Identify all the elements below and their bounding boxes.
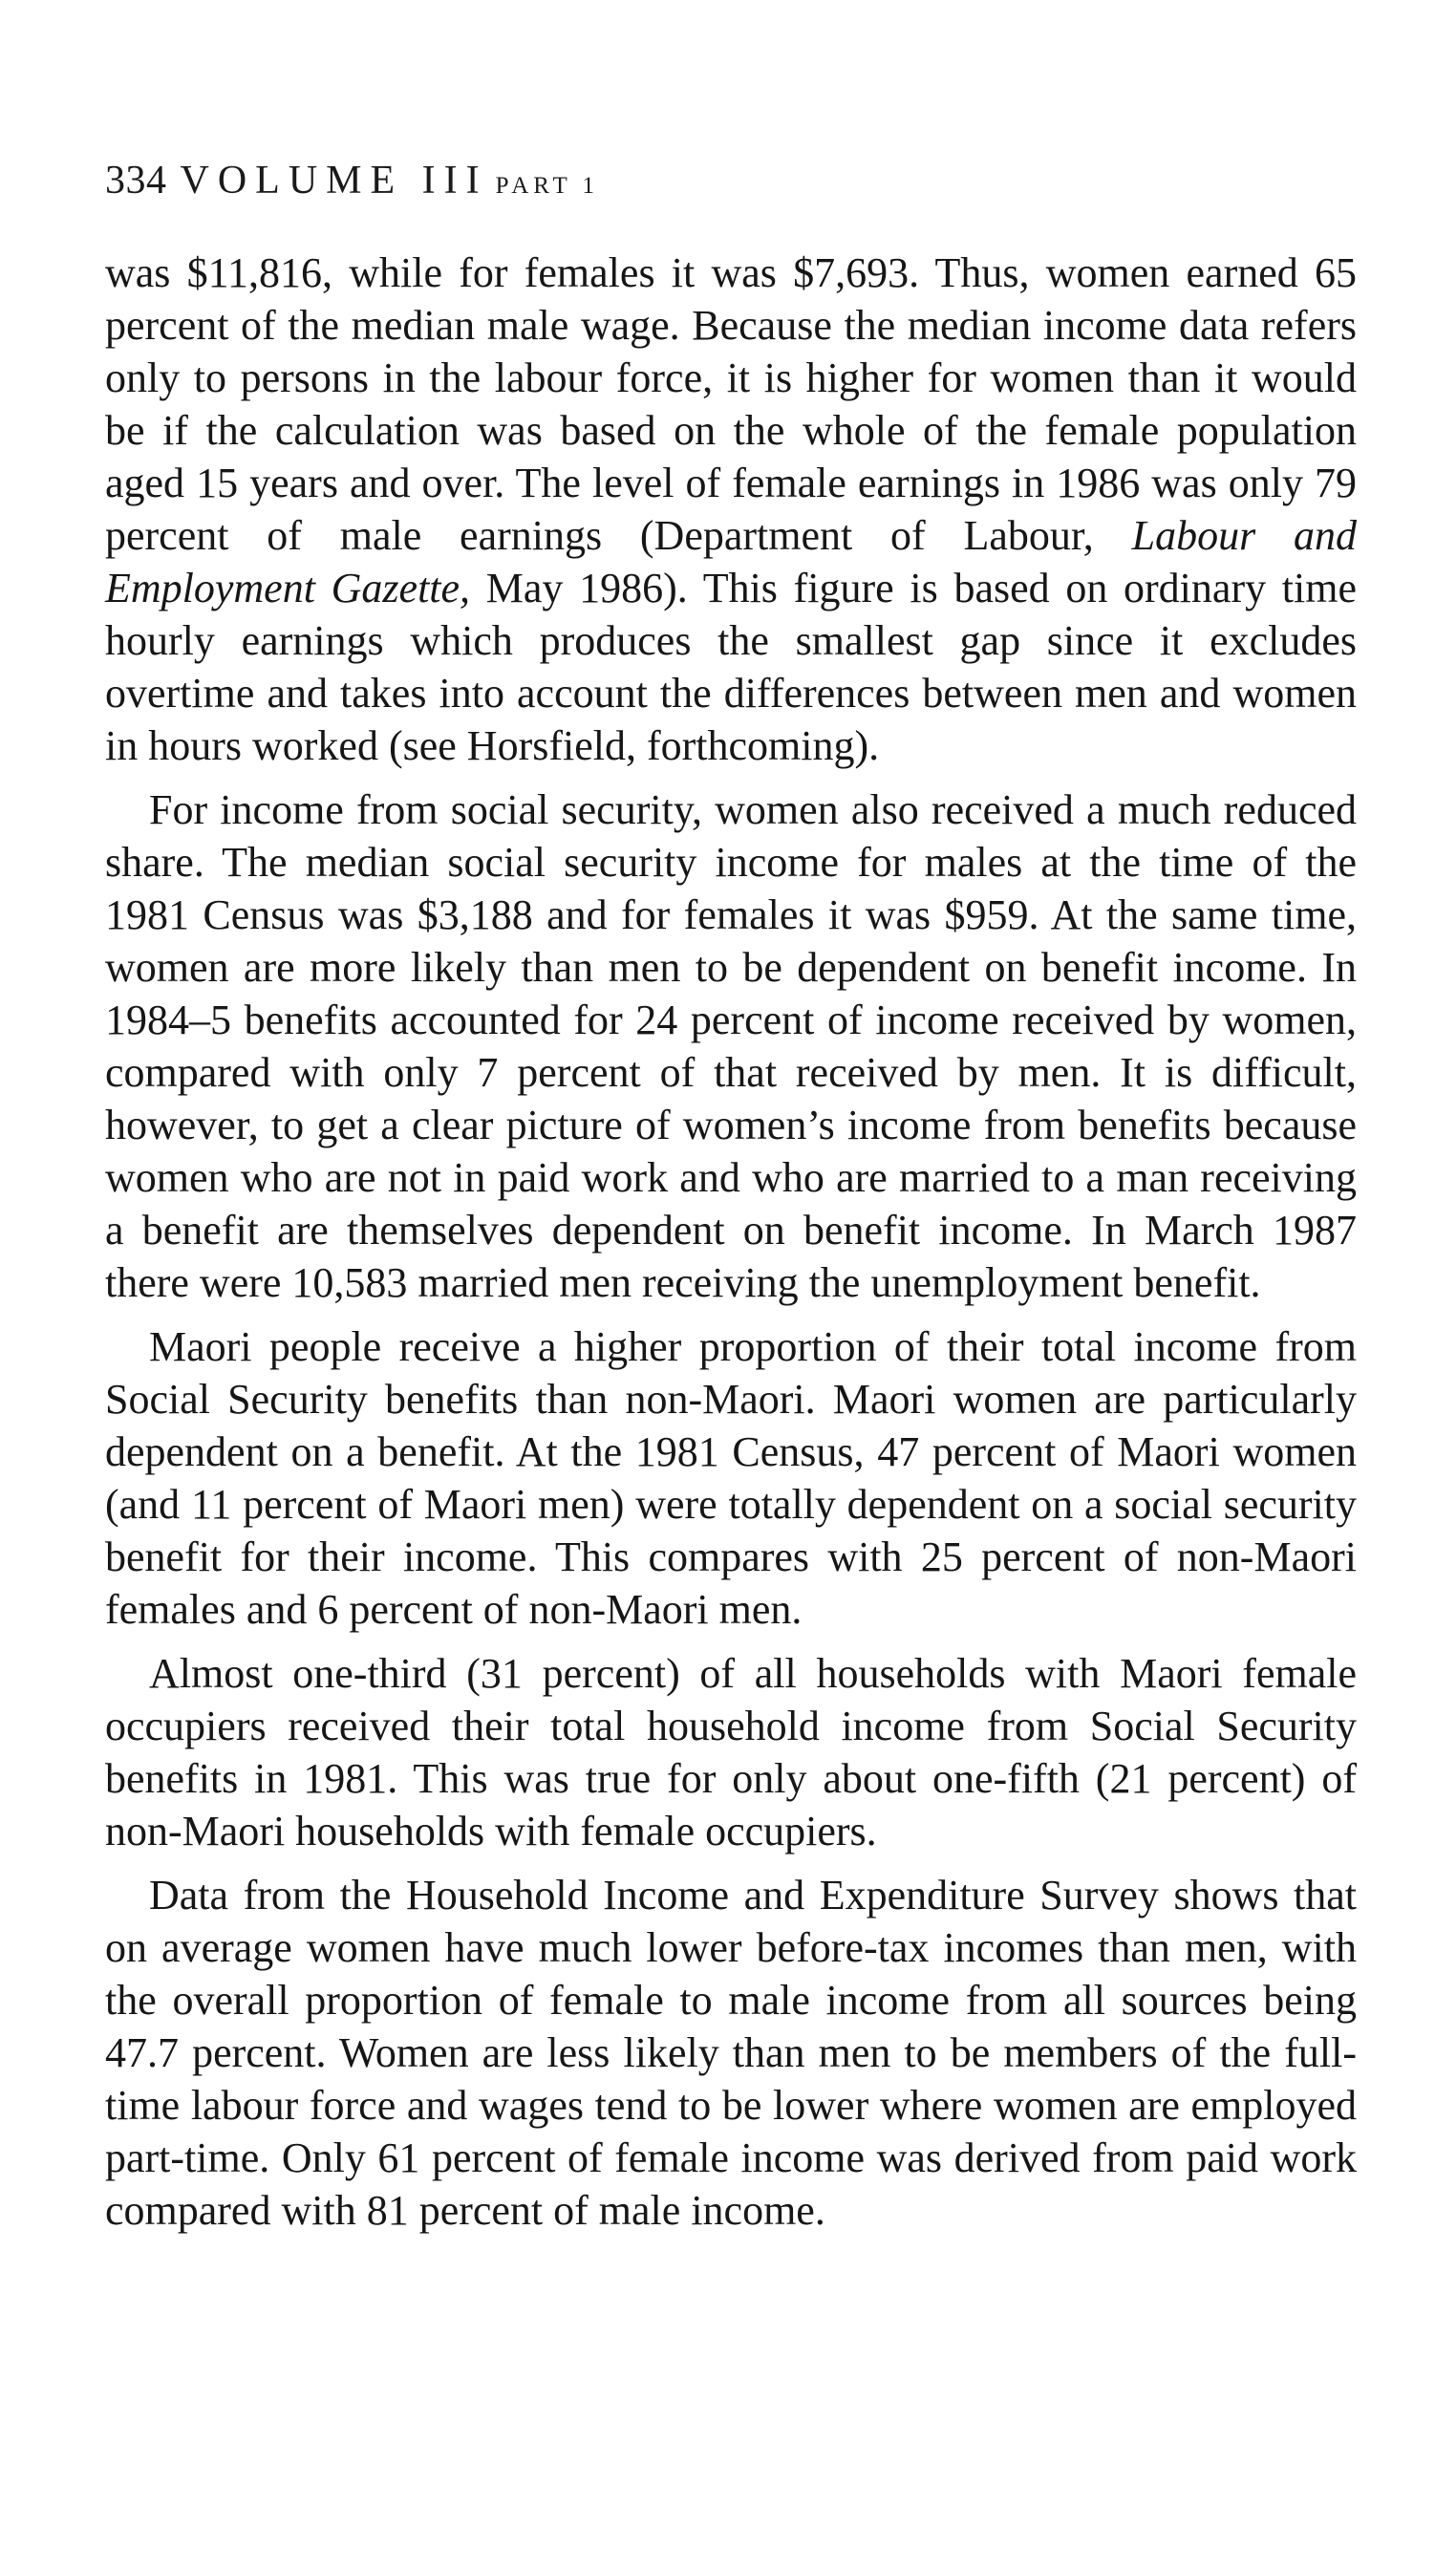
paragraph-social-security: For income from social security, women also received a much reduced share. The median social security income for males at the time of the 1981 Census was $3,188 and for females it was $959. At the same time, women are more likely than men to be dependent on benefit income. In 1984–5 benefits accounted for 24 percent of income received by women, compared with only 7 percent of that received by men. It is difficult, however, to get a clear picture of women’s income from benefits because women who are not in paid work and who are married to a man receiving a benefit are themselves dependent on benefit income. In March 1987 there were 10,583 married men receiving the unemployment benefit.: [105, 786, 1357, 1306]
paragraph-earnings-text-b: May 1986). This figure is based on ordinary time hourly earnings which produces the smallest gap since it excludes overtime and takes into account the differences between men and women in hours worked (see Horsfield, forthcoming).: [105, 565, 1358, 769]
body-text: [105, 247, 1357, 2248]
paragraph-household-survey: Data from the Household Income and Expenditure Survey shows that on average women have much lower before-tax incomes than men, with the overall proportion of female to male income from all sources being 47.7 percent. Women are less likely than men to be members of the full-time labour force and wages tend to be lower where women are employed part-time. Only 61 percent of female income was derived from paid work compared with 81 percent of male income.: [105, 1872, 1357, 2234]
running-head: [105, 161, 599, 201]
volume-label: VOLUME III: [180, 159, 488, 203]
page-number: 334: [105, 159, 167, 203]
gazette-title: Labour and Employment Gazette,: [105, 512, 1357, 611]
part-label: PART 1: [495, 173, 600, 199]
paragraph-maori-people: Maori people receive a higher proportion of their total income from Social Security benefits than non-Maori. Maori women are particularly dependent on a benefit. At the 1981 Census, 47 percent of Maori women (and 11 percent of Maori men) were totally dependent on a social security benefit for their income. This compares with 25 percent of non-Maori females and 6 percent of non-Maori men.: [105, 1323, 1357, 1633]
paragraph-earnings: [105, 247, 1357, 772]
paragraph-maori-households: Almost one-third (31 percent) of all households with Maori female occupiers received their total household income from Social Security benefits in 1981. This was true for only about one-fifth (21 percent) of non-Maori households with female occupiers.: [105, 1650, 1357, 1855]
paragraph-earnings-text-a: was $11,816, while for females it was $7,693. Thus, women earned 65 percent of the median male wage. Because the median income data refers only to persons in the labour force, it is higher for women than it would be if the calculation was based on the whole of the female population aged 15 years and over. The level of female earnings in 1986 was only 79 percent of male earnings (Department of Labour,: [105, 249, 1357, 559]
